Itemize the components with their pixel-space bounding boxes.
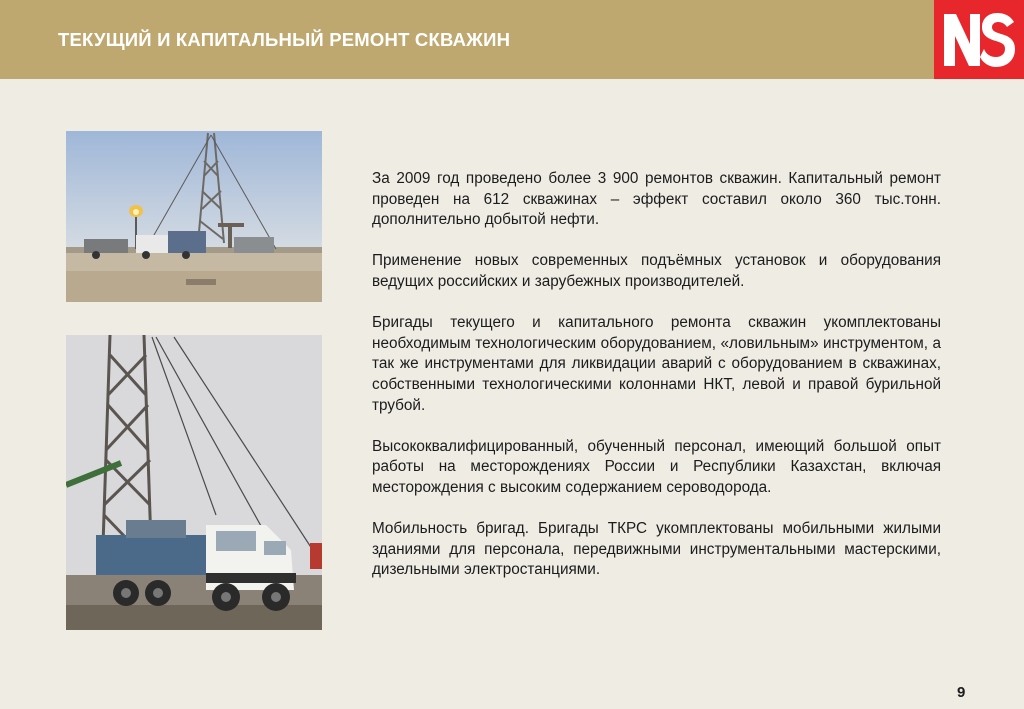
page-number: 9 [957, 684, 966, 701]
header-bar [0, 0, 934, 79]
paragraph-personnel: Высококвалифицированный, обученный персонал, имеющий большой опыт работы на месторождениях России и Республики Казахстан, включая месторождения с высоким содержанием сероводорода. [372, 437, 941, 496]
page-title: ТЕКУЩИЙ И КАПИТАЛЬНЫЙ РЕМОНТ СКВАЖИН [58, 29, 511, 50]
paragraph-new-equipment: Применение новых современных подъёмных установок и оборудования ведущих российских и зарубежных производителей. [372, 252, 941, 290]
paragraph-mobility: Мобильность бригад. Бригады ТКРС укомплектованы мобильными жилыми зданиями для персонала, передвижными инструментальными мастерскими, дизельными электростанциями. [372, 520, 941, 579]
paragraph-repairs-2009: За 2009 год проведено более 3 900 ремонтов скважин. Капитальный ремонт проведен на 612 скважинах – эффект составил около 360 тыс.тонн. дополнительно добытой нефти. [372, 170, 941, 229]
body-text [372, 169, 941, 601]
paragraph-brigade-equipment: Бригады текущего и капитального ремонта скважин укомплектованы необходимым технологическим оборудованием, «ловильным» инструментом, а так же инструментами для ликвидации аварий с оборудованием в скважинах, собственными технологическими колоннами НКТ, левой и правой бурильной трубой. [372, 314, 941, 414]
ns-logo [934, 0, 1024, 79]
workover-rig-truck-photo [66, 335, 322, 630]
oil-rig-flare-photo [66, 131, 322, 302]
